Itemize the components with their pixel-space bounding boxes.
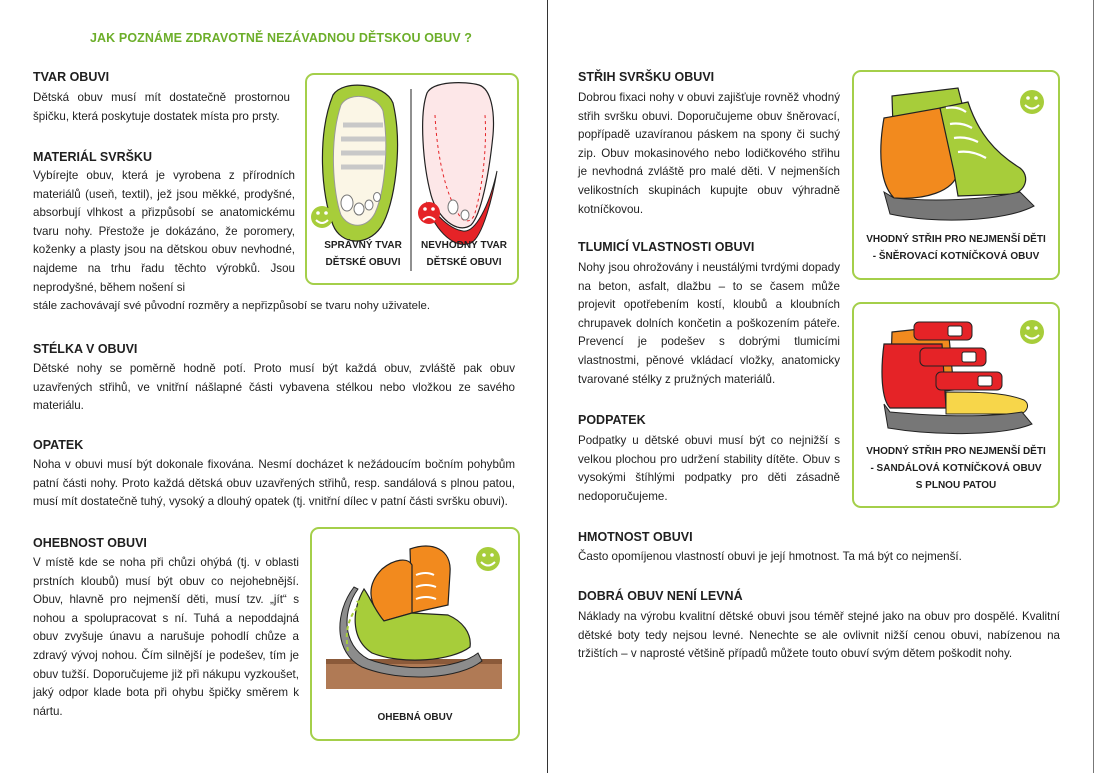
text-stelka: Dětské nohy se poměrně hodně potí. Proto musí být každá obuv, zvláště pak obuv uzavřených střihů, ve vnitřní nášlapné části vybavena stélkou nebo vložkou ze savého materiálu. (33, 362, 515, 413)
flexible-shoe-icon (340, 546, 482, 677)
flexible-shoe-illustration (312, 529, 518, 739)
caption-good-shape-1: SPRÁVNÝ TVAR (324, 240, 402, 251)
heading-dobra-obuv: DOBRÁ OBUV NENÍ LEVNÁ (578, 589, 743, 603)
text-ohebnost: V místě kde se noha při chůzi ohýbá (tj. v oblasti prstních kloubů) musí být obuv co nejohebnější. Obuv, hlavně pro nejmenší děti, musí tzv. „jít“ s nohou a spolupracovat s ní. Tuhá a nepoddajná obuv zvyšuje únavu a narušuje pohodlí chůze a zdravý vývoj nohou. Čím silnější je podešev, tím je obuv tužší. Doporučujeme již při nákupu vyzkoušet, jaký odpor klade bota při ohybu špičky směrem k nártu. (33, 556, 299, 718)
figure-lace-up-shoe (852, 70, 1060, 280)
caption-sandal-1: VHODNÝ STŘIH PRO NEJMENŠÍ DĚTI (866, 446, 1046, 457)
text-material-svrsku: Vybírejte obuv, která je vyrobena z přírodních materiálů (useň, textil), jež jsou měkké, prodyšné, absorbují vlhkost a přizpůsobí se anatomickému tvaru nohy. Přestože je dokázáno, že poromery, koženky a plasty jsou na dětskou obuv nevhodné, najdeme na trhu řadu těchto výrobků. Jsou neprodyšné, během nošení si (33, 169, 295, 294)
smiley-happy-icon (311, 206, 333, 228)
text-hmotnost: Často opomíjenou vlastností obuvi je její hmotnost. Ta má být co nejmenší. (578, 550, 962, 563)
text-material-svrsku-end: stále zachovávají své původní rozměry a nepřizpůsobí se tvaru nohy uživatele. (33, 300, 430, 312)
heading-podpatek: PODPATEK (578, 413, 646, 427)
text-opatek: Noha v obuvi musí být dokonale fixována. Nesmí docházet k nežádoucím bočním pohybům patní části nohy. Proto každá dětská obuv uzavřených střihů, resp. sandálová s plnou patou, musí mít dostatečně tuhý, vysoký a dlouhý opatek (tj. vnitřní dílec v patní části svršku obuvi). (33, 458, 515, 509)
caption-lace-up-2: - ŠNĚROVACÍ KOTNÍČKOVÁ OBUV (872, 251, 1040, 262)
figure-sandal-shoe (852, 302, 1060, 508)
heading-material-svrsku: MATERIÁL SVRŠKU (33, 150, 152, 164)
text-strih-svrsku: Dobrou fixaci nohy v obuvi zajišťuje rovněž vhodný střih svršku obuvi. Doporučujeme obuv šněrovací, popřípadě uzavíranou páskem na spony či suchý zip. Obuv mokasinového nebo lodičkového střihu je nevhodná zvláště pro malé děti. V nejmenších velikostních skupinách kupujte obuv výhradně kotníčkovou. (578, 91, 840, 216)
sandal-shoe-icon (882, 322, 1032, 434)
text-tvar-obuvi: Dětská obuv musí mít dostatečně prostornou špičku, která poskytuje dostatek místa pro prsty. (33, 91, 290, 123)
text-podpatek: Podpatky u dětské obuvi musí být co nejnižší s velkou plochou pro udržení stability dítěte. Obuv s vysokými štíhlými podpatky pro děti zásadně nedoporučujeme. (578, 434, 840, 503)
page-edge (1093, 0, 1094, 773)
caption-bad-shape-1: NEVHODNÝ TVAR (421, 240, 507, 251)
caption-bad-shape-2: DĚTSKÉ OBUVI (426, 257, 502, 268)
heading-tlumici: TLUMICÍ VLASTNOSTI OBUVI (578, 240, 755, 254)
text-tlumici: Nohy jsou ohrožovány i neustálými tvrdými dopady na beton, asfalt, dlažbu – to se časem může projevit opotřebením kostí, kloubů a kloubních chrupavek dolních končetin a poškozením páteře. Prevencí je podešev s dobrými tlumicími vlastnostmi, pěnové vkládací vložky, anatomicky tvarované stélky z pružných materiálů. (578, 261, 840, 386)
page-title: JAK POZNÁME ZDRAVOTNĚ NEZÁVADNOU DĚTSKOU OBUV ? (90, 31, 473, 45)
figure-flexible-shoe (310, 527, 520, 741)
heading-tvar-obuvi: TVAR OBUVI (33, 70, 110, 84)
smiley-happy-icon (1020, 90, 1044, 114)
heading-strih-svrsku: STŘIH SVRŠKU OBUVI (578, 70, 715, 84)
caption-sandal-3: S PLNOU PATOU (915, 480, 997, 491)
right-page (548, 0, 1095, 773)
caption-flexible-shoe: OHEBNÁ OBUV (377, 712, 453, 723)
caption-sandal-2: - SANDÁLOVÁ KOTNÍČKOVÁ OBUV (870, 463, 1042, 474)
heading-ohebnost: OHEBNOST OBUVI (33, 536, 147, 550)
smiley-happy-icon (1020, 320, 1044, 344)
heading-opatek: OPATEK (33, 438, 84, 452)
lace-up-shoe-icon (881, 88, 1034, 220)
left-page (0, 0, 547, 773)
smiley-sad-icon (418, 202, 440, 224)
text-dobra-obuv: Náklady na výrobu kvalitní dětské obuvi jsou téměř stejné jako na obuv pro dospělé. Kvalitní dětské boty tedy nejsou levné. Nenechte se ale ovlivnit nižší cenou obuvi, nabízenou na tržištích – v naprosté většině případů můžete touto obuví svým dětem poškodit nohy. (578, 610, 1060, 661)
caption-lace-up-1: VHODNÝ STŘIH PRO NEJMENŠÍ DĚTI (866, 234, 1046, 245)
caption-good-shape-2: DĚTSKÉ OBUVI (325, 257, 401, 268)
heading-hmotnost: HMOTNOST OBUVI (578, 530, 693, 544)
heading-stelka: STÉLKA V OBUVI (33, 342, 138, 356)
good-shoe-shape-icon (322, 85, 397, 241)
smiley-happy-icon (476, 547, 500, 571)
figure-shoe-shape (305, 73, 519, 285)
